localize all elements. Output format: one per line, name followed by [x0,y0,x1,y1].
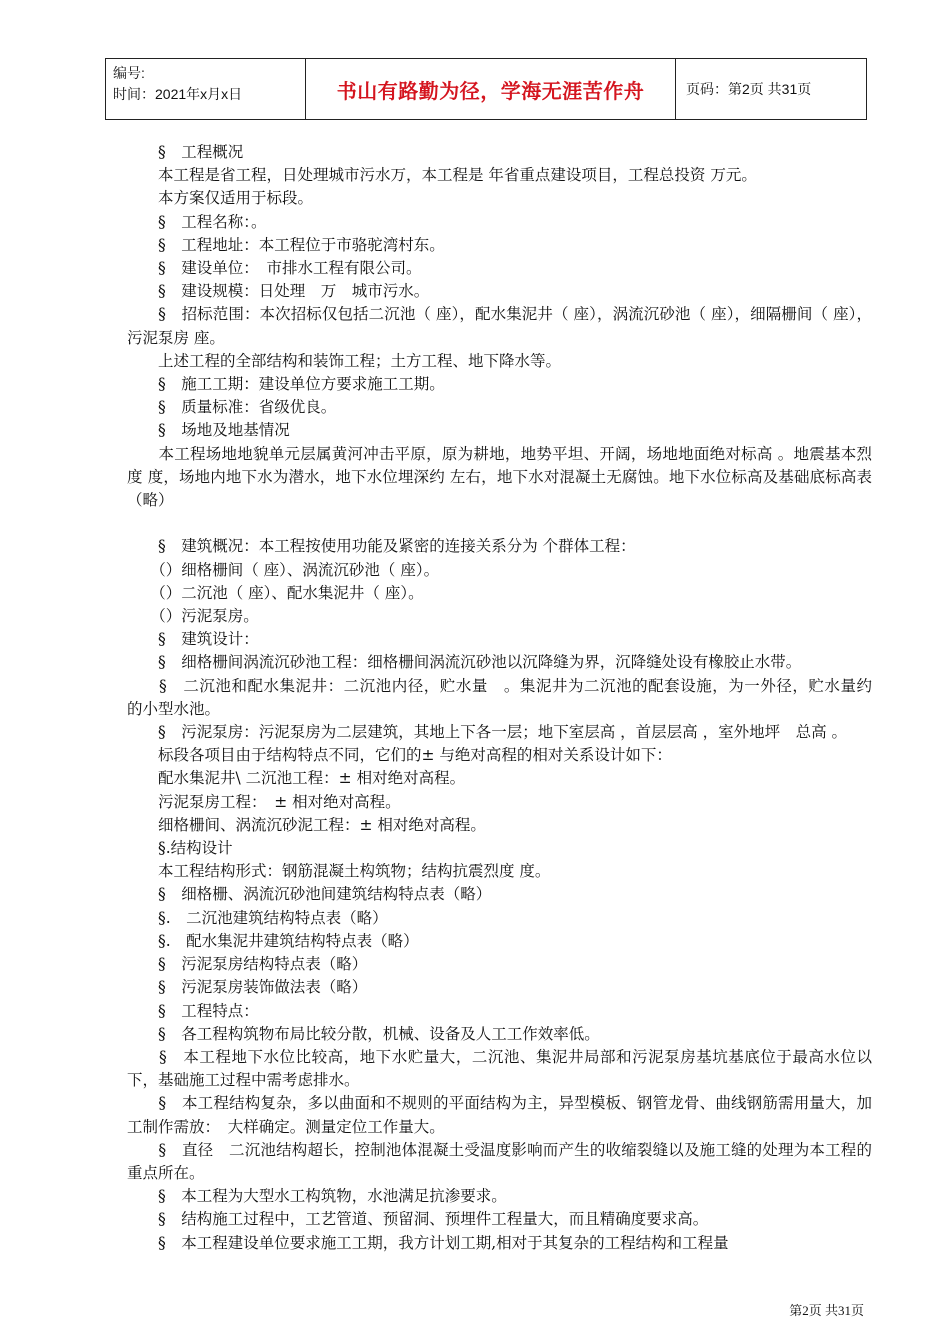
paragraph: 上述工程的全部结构和装饰工程；土方工程、地下降水等。 [127,351,562,370]
paragraph: § 结构施工过程中，工艺管道、预留洞、预埋件工程量大，而且精确度要求高。 [127,1210,709,1229]
paragraph: § 质量标准：省级优良。 [127,398,337,417]
paragraph: § 工程名称：。 [127,212,267,231]
page-header [105,58,867,120]
paragraph: 配水集泥井\ 二沉池工程：± 相对绝对高程。 [127,769,466,788]
paragraph: 本工程场地地貌单元层属黄河冲击平原，原为耕地，地势平坦、开阔，场地地面绝对标高 。地震基本烈度 度，场地内地下水为潜水，地下水位埋深约 左右，地下水对混凝土无腐蚀。地下水位标高及基础底标高表（略） [127,444,872,510]
paragraph: 细格栅间、涡流沉砂泥工程：± 相对绝对高程。 [127,815,486,834]
header-meta [106,59,306,119]
paragraph: § 建筑概况：本工程按使用功能及紧密的连接关系分为 个群体工程： [127,537,636,556]
paragraph: § 招标范围：本次招标仅包括二沉池（ 座），配水集泥井（ 座），涡流沉砂池（ 座），细隔栅间（ 座），污泥泵房 座。 [127,305,872,347]
document-body [127,141,888,1255]
paragraph: （）二沉池（ 座）、配水集泥井（ 座）。 [127,583,424,602]
paragraph: § 本工程建设单位要求施工工期，我方计划工期,相对于其复杂的工程结构和工程量 [127,1233,729,1252]
paragraph: § 细格栅、涡流沉砂池间建筑结构特点表（略） [127,885,492,904]
paragraph: § 建筑设计： [127,630,259,649]
paragraph: 污泥泵房工程： ± 相对绝对高程。 [127,792,401,811]
paragraph: 本工程结构形式：钢筋混凝土构筑物；结构抗震烈度 度。 [127,862,551,881]
paragraph: § 细格栅间涡流沉砂池工程：细格栅间涡流沉砂池以沉降缝为界，沉降缝处设有橡胶止水带。 [127,653,802,672]
paragraph: § 工程地址：本工程位于市骆驼湾村东。 [127,235,445,254]
paragraph: § 工程特点： [127,1001,259,1020]
paragraph: 本方案仅适用于标段。 [127,189,314,208]
paragraph: § 本工程结构复杂，多以曲面和不规则的平面结构为主，异型模板、钢管龙骨、曲线钢筋需用量大，加工制作需放： 大样确定。测量定位工作量大。 [127,1094,872,1136]
paragraph: （）细格栅间（ 座）、涡流沉砂池（ 座）。 [127,560,440,579]
header-page-number: 页码：第2页 共31页 [686,81,812,97]
number-label: 编号: [113,65,145,81]
paragraph: §. 二沉池建筑结构特点表（略） [127,908,388,927]
paragraph: § 本工程地下水位比较高，地下水贮量大，二沉池、集泥井局部和污泥泵房基坑基底位于最高水位以下，基础施工过程中需考虑排水。 [127,1047,872,1090]
paragraph: § 建设规模：日处理 万 城市污水。 [127,282,430,301]
paragraph: § 工程概况 [127,143,244,161]
paragraph: § 施工工期：建设单位方要求施工工期。 [127,375,445,394]
page-footer: 第2页 共31页 [789,1303,864,1318]
paragraph: §.结构设计 [127,839,233,858]
paragraph: （）污泥泵房。 [127,607,259,626]
paragraph: § 直径 二沉池结构超长，控制池体混凝土受温度影响而产生的收缩裂缝以及施工缝的处理为本工程的重点所在。 [127,1140,872,1182]
paragraph: § 建设单位： 市排水工程有限公司。 [127,259,422,278]
paragraph: §. 配水集泥井建筑结构特点表（略） [127,931,419,950]
time-label: 时间：2021年x月x日 [113,86,243,102]
paragraph: § 场地及地基情况 [127,421,290,440]
paragraph: § 二沉池和配水集泥井：二沉池内径，贮水量 。集泥井为二沉池的配套设施，为一外径，贮水量约 的小型水池。 [127,676,888,718]
paragraph: 本工程是省工程，日处理城市污水万，本工程是 年省重点建设项目，工程总投资 万元。 [127,166,757,185]
paragraph: § 污泥泵房：污泥泵房为二层建筑，其地上下各一层；地下室层高 ，首层层高 ，室外地坪 总高 。 [127,723,848,742]
paragraph: § 污泥泵房装饰做法表（略） [127,978,368,997]
paragraph: § 各工程构筑物布局比较分散，机械、设备及人工工作效率低。 [127,1024,600,1043]
paragraph [127,512,872,535]
header-slogan: 书山有路勤为径，学海无涯苦作舟 [306,59,676,119]
paragraph: § 本工程为大型水工构筑物，水池满足抗渗要求。 [127,1187,507,1206]
paragraph: 标段各项目由于结构特点不同，它们的± 与绝对高程的相对关系设计如下： [127,746,672,765]
paragraph: § 污泥泵房结构特点表（略） [127,955,368,974]
